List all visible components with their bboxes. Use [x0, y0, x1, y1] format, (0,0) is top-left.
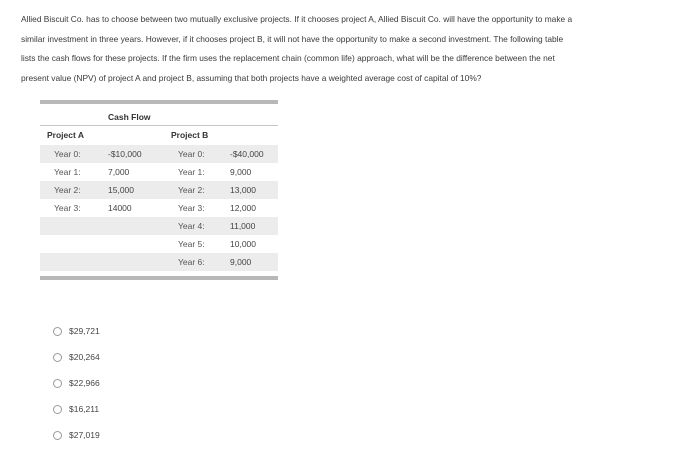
project-a-cash-flow: 7,000 — [108, 167, 130, 177]
answer-option-label: $20,264 — [69, 352, 100, 362]
project-b-cash-flow: 13,000 — [230, 185, 256, 195]
project-b-year: Year 3: — [178, 203, 205, 213]
project-b-year: Year 6: — [178, 257, 205, 267]
answer-option-label: $29,721 — [69, 326, 100, 336]
table-row — [40, 235, 278, 253]
project-a-year: Year 0: — [54, 149, 81, 159]
radio-button[interactable] — [53, 327, 62, 336]
project-b-year: Year 5: — [178, 239, 205, 249]
project-a-year: Year 1: — [54, 167, 81, 177]
project-b-cash-flow: 9,000 — [230, 167, 252, 177]
table-row — [40, 217, 278, 235]
project-a-cash-flow: 15,000 — [108, 185, 134, 195]
project-b-header: Project B — [171, 130, 209, 140]
project-a-header: Project A — [47, 130, 85, 140]
answer-options — [53, 318, 100, 448]
question-text — [21, 10, 681, 88]
answer-option-label: $22,966 — [69, 378, 100, 388]
project-a-cash-flow: 14000 — [108, 203, 132, 213]
table-row — [40, 145, 278, 163]
project-b-year: Year 0: — [178, 149, 205, 159]
table-bottom-border — [40, 276, 278, 280]
question-line-1: Allied Biscuit Co. has to choose between two mutually exclusive projects. If it chooses project A, Allied Biscuit Co. will have the opportunity to make a — [21, 14, 573, 24]
question-line-2: similar investment in three years. However, if it chooses project B, it will not have the opportunity to make a second investment. The following table — [21, 33, 564, 44]
project-b-cash-flow: 9,000 — [230, 257, 252, 267]
project-b-year: Year 1: — [178, 167, 205, 177]
answer-option-label: $27,019 — [69, 430, 100, 440]
table-row — [40, 181, 278, 199]
radio-button[interactable] — [53, 353, 62, 362]
project-a-cash-flow: -$10,000 — [108, 149, 142, 159]
answer-option-5[interactable] — [53, 422, 100, 448]
table-row — [40, 253, 278, 271]
question-line-4: present value (NPV) of project A and project B, assuming that both projects have a weighted average cost of capital of 10%? — [21, 72, 482, 83]
radio-button[interactable] — [53, 431, 62, 440]
question-line-3: lists the cash flows for these projects. If the firm uses the replacement chain (common life) approach, what will be the difference between the net — [21, 53, 555, 63]
answer-option-label: $16,211 — [69, 404, 100, 414]
radio-button[interactable] — [53, 379, 62, 388]
radio-button[interactable] — [53, 405, 62, 414]
table-top-border — [40, 100, 278, 104]
project-b-cash-flow: 10,000 — [230, 239, 256, 249]
project-a-year: Year 2: — [54, 185, 81, 195]
project-a-year: Year 3: — [54, 203, 81, 213]
table-row — [40, 163, 278, 181]
table-header-divider — [40, 125, 278, 126]
cash-flow-table — [40, 100, 278, 284]
project-b-year: Year 4: — [178, 221, 205, 231]
answer-option-2[interactable] — [53, 344, 100, 370]
answer-option-1[interactable] — [53, 318, 100, 344]
table-row — [40, 199, 278, 217]
project-b-cash-flow: -$40,000 — [230, 149, 264, 159]
project-b-year: Year 2: — [178, 185, 205, 195]
answer-option-3[interactable] — [53, 370, 100, 396]
table-title: Cash Flow — [108, 112, 151, 122]
answer-option-4[interactable] — [53, 396, 100, 422]
project-b-cash-flow: 11,000 — [230, 221, 256, 231]
project-b-cash-flow: 12,000 — [230, 203, 256, 213]
